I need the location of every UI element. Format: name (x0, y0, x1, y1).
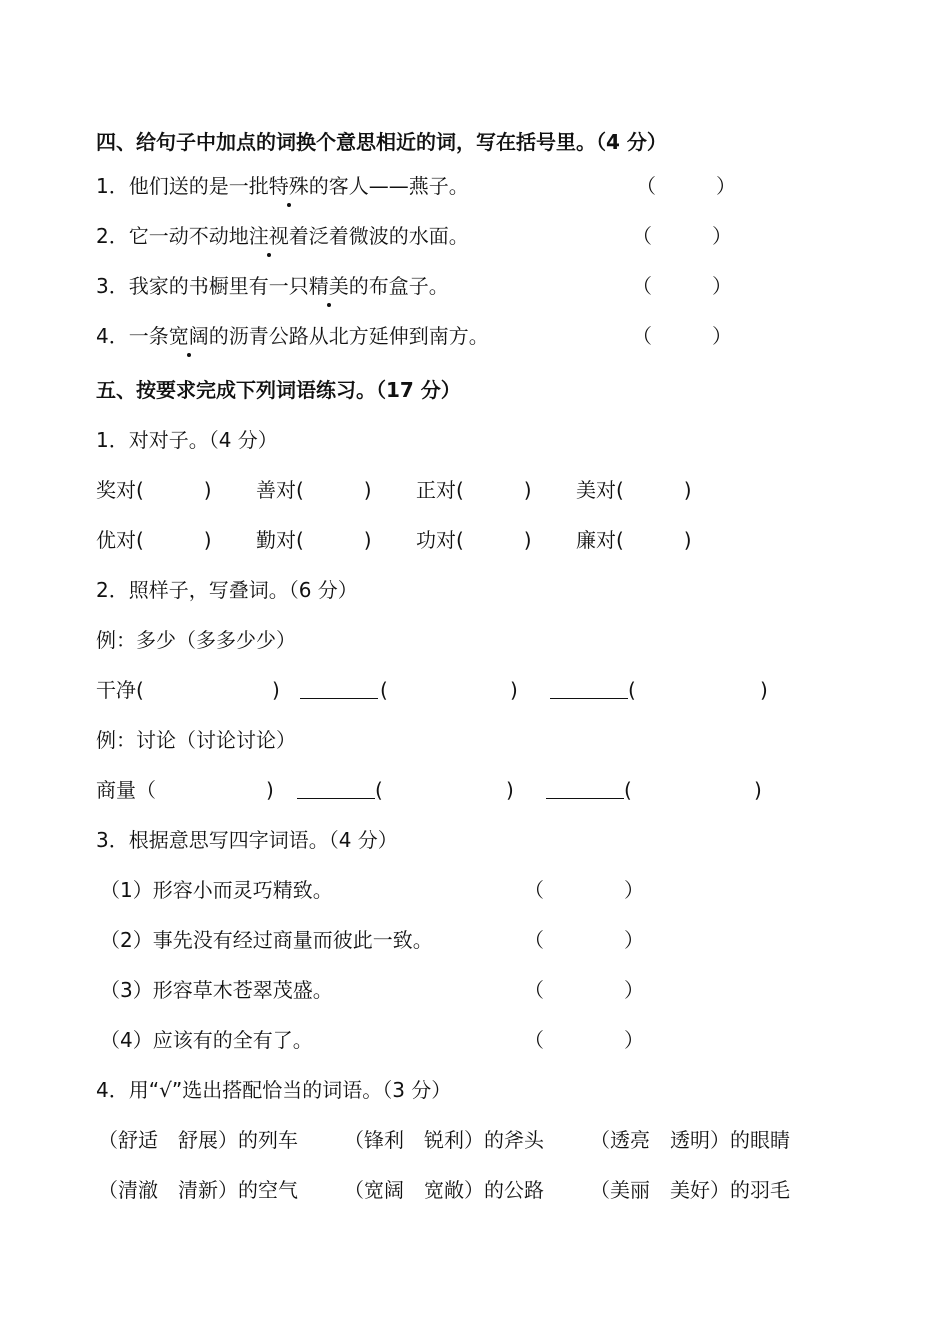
section-4-item-3: 3．我家的书橱里有一只精美的布盒子。 (96, 274, 449, 298)
choice-item[interactable]: （美丽 美好）的羽毛 (590, 1178, 790, 1202)
open-paren: ( (380, 678, 388, 702)
dotted-word: 特殊 (268, 174, 309, 198)
q4-title: 4．用“√”选出搭配恰当的词语。（3 分） (96, 1078, 452, 1102)
choice-item[interactable]: （透亮 透明）的眼睛 (590, 1128, 790, 1152)
answer-paren[interactable]: （ ） (632, 274, 732, 298)
q2-example-2: 例：讨论（讨论讨论） (96, 728, 296, 752)
couplet-item[interactable]: 奖对( ) (96, 478, 212, 502)
couplet-item[interactable]: 善对( ) (256, 478, 372, 502)
section-4-title: 四、给句子中加点的词换个意思相近的词，写在括号里。（4 分） (96, 130, 667, 154)
couplet-item[interactable]: 美对( ) (576, 478, 692, 502)
choice-item[interactable]: （锋利 锐利）的斧头 (344, 1128, 544, 1152)
answer-paren[interactable]: （ ） (524, 928, 644, 952)
q2-line-1-word: 干净( (96, 678, 144, 702)
answer-blank[interactable] (550, 676, 628, 704)
q2-example-1: 例：多少（多多少少） (96, 628, 296, 652)
q3-title: 3．根据意思写四字词语。（4 分） (96, 828, 398, 852)
dotted-word: 注视 (248, 224, 289, 248)
couplet-item[interactable]: 功对( ) (416, 528, 532, 552)
section-4-item-2: 2．它一动不动地注视着泛着微波的水面。 (96, 224, 469, 248)
dotted-word: 精美 (308, 274, 349, 298)
answer-blank[interactable] (546, 776, 624, 804)
close-paren: ) (760, 678, 768, 702)
choice-item[interactable]: （舒适 舒展）的列车 (98, 1128, 298, 1152)
answer-paren[interactable]: （ ） (632, 224, 732, 248)
couplet-item[interactable]: 优对( ) (96, 528, 212, 552)
couplet-item[interactable]: 勤对( ) (256, 528, 372, 552)
q2-line-2-word: 商量（ (96, 778, 156, 802)
q1-title: 1．对对子。（4 分） (96, 428, 278, 452)
q3-item: （1）形容小而灵巧精致。 (100, 878, 333, 902)
section-4-item-4: 4．一条宽阔的沥青公路从北方延伸到南方。 (96, 324, 489, 348)
choice-item[interactable]: （宽阔 宽敞）的公路 (344, 1178, 544, 1202)
answer-paren[interactable]: （ ） (636, 174, 736, 198)
couplet-item[interactable]: 正对( ) (416, 478, 532, 502)
q3-item: （2）事先没有经过商量而彼此一致。 (100, 928, 433, 952)
open-paren: ( (624, 778, 632, 802)
choice-item[interactable]: （清澈 清新）的空气 (98, 1178, 298, 1202)
answer-paren[interactable]: （ ） (524, 878, 644, 902)
open-paren: ( (628, 678, 636, 702)
dotted-word: 宽阔 (168, 324, 209, 348)
close-paren: ) (272, 678, 280, 702)
close-paren: ) (266, 778, 274, 802)
answer-blank[interactable] (300, 676, 378, 704)
close-paren: ) (510, 678, 518, 702)
answer-blank[interactable] (297, 776, 375, 804)
open-paren: ( (375, 778, 383, 802)
couplet-item[interactable]: 廉对( ) (576, 528, 692, 552)
q3-item: （4）应该有的全有了。 (100, 1028, 313, 1052)
answer-paren[interactable]: （ ） (632, 324, 732, 348)
close-paren: ) (754, 778, 762, 802)
answer-paren[interactable]: （ ） (524, 978, 644, 1002)
section-4-item-1: 1．他们送的是一批特殊的客人——燕子。 (96, 174, 469, 198)
section-5-title: 五、按要求完成下列词语练习。（17 分） (96, 378, 461, 402)
close-paren: ) (506, 778, 514, 802)
q3-item: （3）形容草木苍翠茂盛。 (100, 978, 333, 1002)
answer-paren[interactable]: （ ） (524, 1028, 644, 1052)
q2-title: 2．照样子，写叠词。（6 分） (96, 578, 358, 602)
